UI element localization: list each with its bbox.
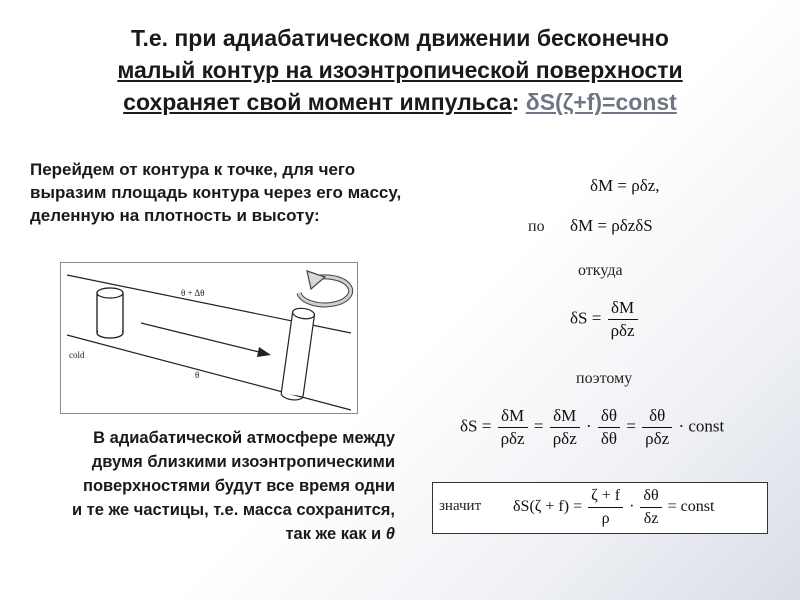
eq4-f3-den: δθ bbox=[600, 429, 618, 448]
eq4-f4-num: δθ bbox=[642, 406, 672, 428]
equation-area bbox=[570, 298, 640, 341]
eq4-lhs: δS = bbox=[460, 416, 492, 436]
eq5-dot: · bbox=[629, 498, 635, 516]
adiabatic-note bbox=[70, 426, 395, 546]
eq4-fraction-1 bbox=[498, 406, 528, 449]
word-znachit: значит bbox=[439, 498, 482, 514]
eq4-dot-1: · bbox=[586, 416, 592, 436]
intro-paragraph: Перейдем от контура к точке, для чего выразим площадь контура через его массу, деленную на плотность и высоту: bbox=[30, 160, 402, 225]
eq5-f2-den: δz bbox=[643, 510, 659, 527]
eq5-lhs: δS(ζ + f) = bbox=[513, 498, 583, 516]
eq5-f1-num: ζ + f bbox=[588, 486, 623, 508]
rotation-arrow-icon bbox=[299, 271, 351, 305]
equation-mass: δM = ρδz, bbox=[590, 176, 660, 195]
title-line-3 bbox=[40, 86, 760, 118]
eq3-lhs: δS = bbox=[570, 308, 602, 328]
eq4-equals-2: = bbox=[533, 416, 544, 436]
left-cylinder bbox=[97, 288, 123, 338]
theta-top-label: θ + Δθ bbox=[181, 288, 205, 298]
note-text: В адиабатической атмосфере между двумя близкими изоэнтропическими поверхностями будут все время одни и те же частицы, т.е. масса сохранится, так же как и bbox=[71, 429, 395, 543]
eq4-tail: · const bbox=[678, 416, 725, 436]
eq5-f2-num: δθ bbox=[640, 486, 661, 508]
title-colon: : bbox=[511, 89, 520, 115]
eq4-f2-den: ρδz bbox=[552, 429, 577, 448]
eq4-equals-3: = bbox=[626, 416, 636, 436]
eq5-tail: = const bbox=[667, 498, 715, 516]
eq4-fraction-3 bbox=[598, 406, 620, 449]
eq3-numerator: δM bbox=[608, 298, 638, 320]
eq5-fraction-1 bbox=[588, 486, 623, 529]
eq4-f4-den: ρδz bbox=[645, 429, 670, 448]
equation-result bbox=[513, 486, 714, 529]
equation-mass-area: δM = ρδzδS bbox=[570, 216, 653, 235]
eq5-fraction-2 bbox=[640, 486, 661, 529]
figure-drawing bbox=[61, 263, 357, 413]
word-poetomu: поэтому bbox=[576, 370, 633, 387]
eq3-fraction bbox=[608, 298, 638, 341]
title-line-3-text: сохраняет свой момент импульса bbox=[123, 89, 512, 115]
title-line-2: малый контур на изоэнтропической поверхности bbox=[117, 57, 683, 83]
eq4-f1-num: δM bbox=[498, 406, 528, 428]
motion-arrow bbox=[141, 323, 271, 357]
note-theta: θ bbox=[385, 525, 395, 543]
slide-title bbox=[40, 22, 760, 118]
title-line-1: Т.е. при адиабатическом движении бесконечно bbox=[131, 25, 669, 51]
result-box bbox=[432, 482, 768, 534]
eq4-fraction-4 bbox=[642, 406, 672, 449]
eq4-f3-num: δθ bbox=[598, 406, 620, 428]
word-po: по bbox=[528, 218, 545, 235]
right-cylinder bbox=[281, 307, 316, 401]
title-formula: δS(ζ+f)=const bbox=[525, 89, 677, 115]
cold-label: cold bbox=[69, 350, 85, 360]
eq5-f1-den: ρ bbox=[601, 510, 610, 527]
isentropic-figure bbox=[60, 262, 358, 414]
eq4-f2-num: δM bbox=[550, 406, 580, 428]
theta-bottom-label: θ bbox=[195, 370, 200, 380]
word-otkuda: откуда bbox=[578, 262, 623, 279]
equation-area-expanded bbox=[460, 406, 724, 449]
eq4-f1-den: ρδz bbox=[500, 429, 525, 448]
eq4-fraction-2 bbox=[550, 406, 580, 449]
eq3-denominator: ρδz bbox=[610, 321, 635, 340]
